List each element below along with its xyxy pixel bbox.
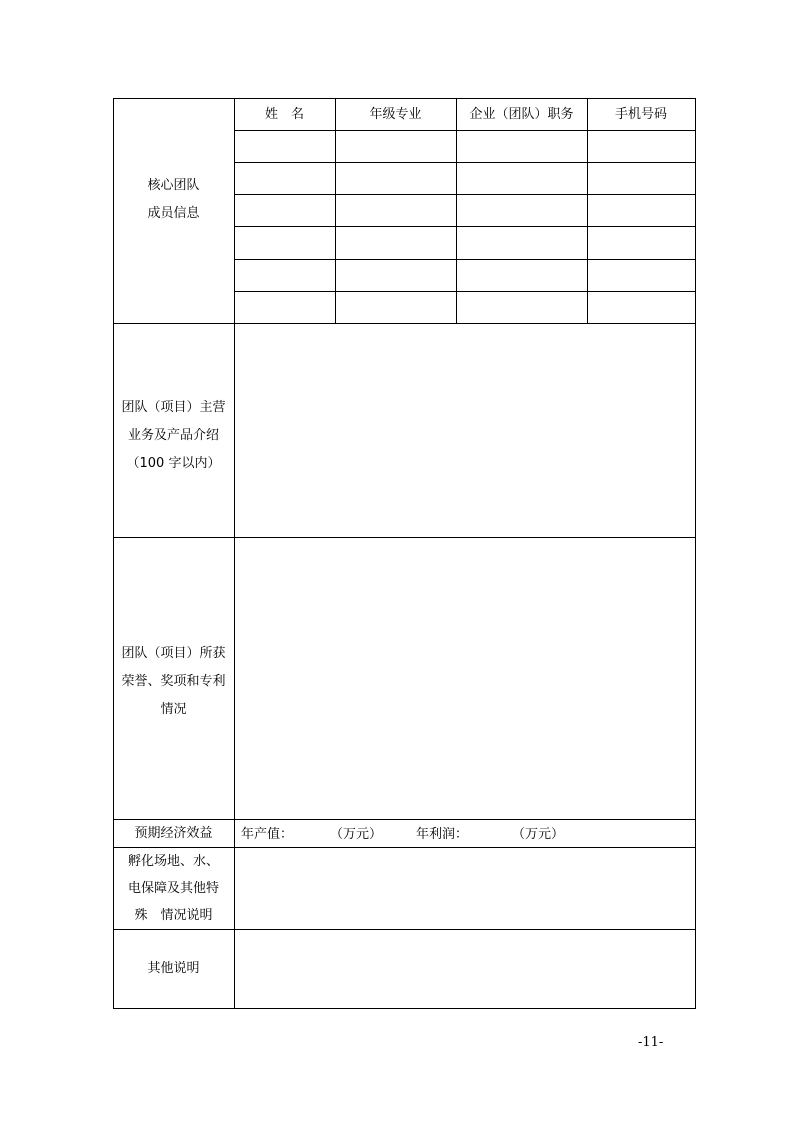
table-cell-grade-major[interactable]	[336, 131, 456, 162]
economic-benefit-label: 预期经济效益	[134, 826, 213, 841]
main-business-label-line1: 团队（项目）主营	[121, 400, 226, 415]
incubation-label-line1: 孵化场地、水、	[127, 854, 219, 869]
table-cell-name[interactable]	[235, 163, 335, 194]
table-cell-name[interactable]	[235, 260, 335, 291]
column-header-name: 姓 名	[264, 107, 304, 122]
table-cell-grade-major[interactable]	[336, 163, 456, 194]
table-cell-name[interactable]	[235, 292, 335, 323]
table-cell-position[interactable]	[457, 227, 587, 259]
incubation-label	[113, 848, 234, 929]
team-members-label	[113, 172, 234, 228]
column-header-grade-major: 年级专业	[369, 107, 422, 122]
table-cell-name[interactable]	[235, 131, 335, 162]
table-cell-position[interactable]	[457, 163, 587, 194]
annual-output-label: 年产值：	[241, 827, 294, 842]
annual-profit-label: 年利润：	[416, 827, 469, 842]
main-business-field[interactable]	[235, 324, 695, 537]
table-cell-phone[interactable]	[588, 227, 695, 259]
honors-label-line3: 情况	[160, 702, 187, 717]
table-cell-position[interactable]	[457, 292, 587, 323]
table-cell-grade-major[interactable]	[336, 292, 456, 323]
page-number: -11-	[638, 1035, 664, 1050]
incubation-label-line3: 殊 情况说明	[134, 908, 213, 923]
other-notes-label: 其他说明	[147, 961, 200, 976]
team-members-label-line2: 成员信息	[147, 206, 200, 221]
annual-output-unit: （万元）	[330, 827, 383, 842]
main-business-label-line2: 业务及产品介绍	[127, 428, 219, 443]
table-cell-position[interactable]	[457, 131, 587, 162]
table-cell-position[interactable]	[457, 260, 587, 291]
incubation-label-line2: 电保障及其他特	[127, 881, 219, 896]
table-cell-grade-major[interactable]	[336, 260, 456, 291]
table-cell-name[interactable]	[235, 195, 335, 226]
team-members-label-line1: 核心团队	[147, 178, 200, 193]
incubation-field[interactable]	[235, 848, 695, 929]
table-border-bottom	[113, 1008, 696, 1009]
column-header-position: 企业（团队）职务	[469, 107, 574, 122]
table-border-right	[695, 98, 696, 1009]
table-cell-phone[interactable]	[588, 163, 695, 194]
honors-label	[113, 640, 234, 724]
table-cell-phone[interactable]	[588, 292, 695, 323]
table-cell-position[interactable]	[457, 195, 587, 226]
table-cell-phone[interactable]	[588, 195, 695, 226]
table-cell-name[interactable]	[235, 227, 335, 259]
other-notes-field[interactable]	[235, 930, 695, 1008]
honors-field[interactable]	[235, 538, 695, 819]
table-cell-grade-major[interactable]	[336, 227, 456, 259]
honors-label-line1: 团队（项目）所获	[121, 646, 226, 661]
honors-label-line2: 荣誉、奖项和专利	[121, 674, 226, 689]
column-header-phone: 手机号码	[614, 107, 667, 122]
annual-profit-unit: （万元）	[512, 827, 565, 842]
table-cell-phone[interactable]	[588, 131, 695, 162]
main-business-label-line3: （100 字以内）	[126, 456, 221, 471]
main-business-label	[113, 394, 234, 478]
table-cell-grade-major[interactable]	[336, 195, 456, 226]
table-cell-phone[interactable]	[588, 260, 695, 291]
